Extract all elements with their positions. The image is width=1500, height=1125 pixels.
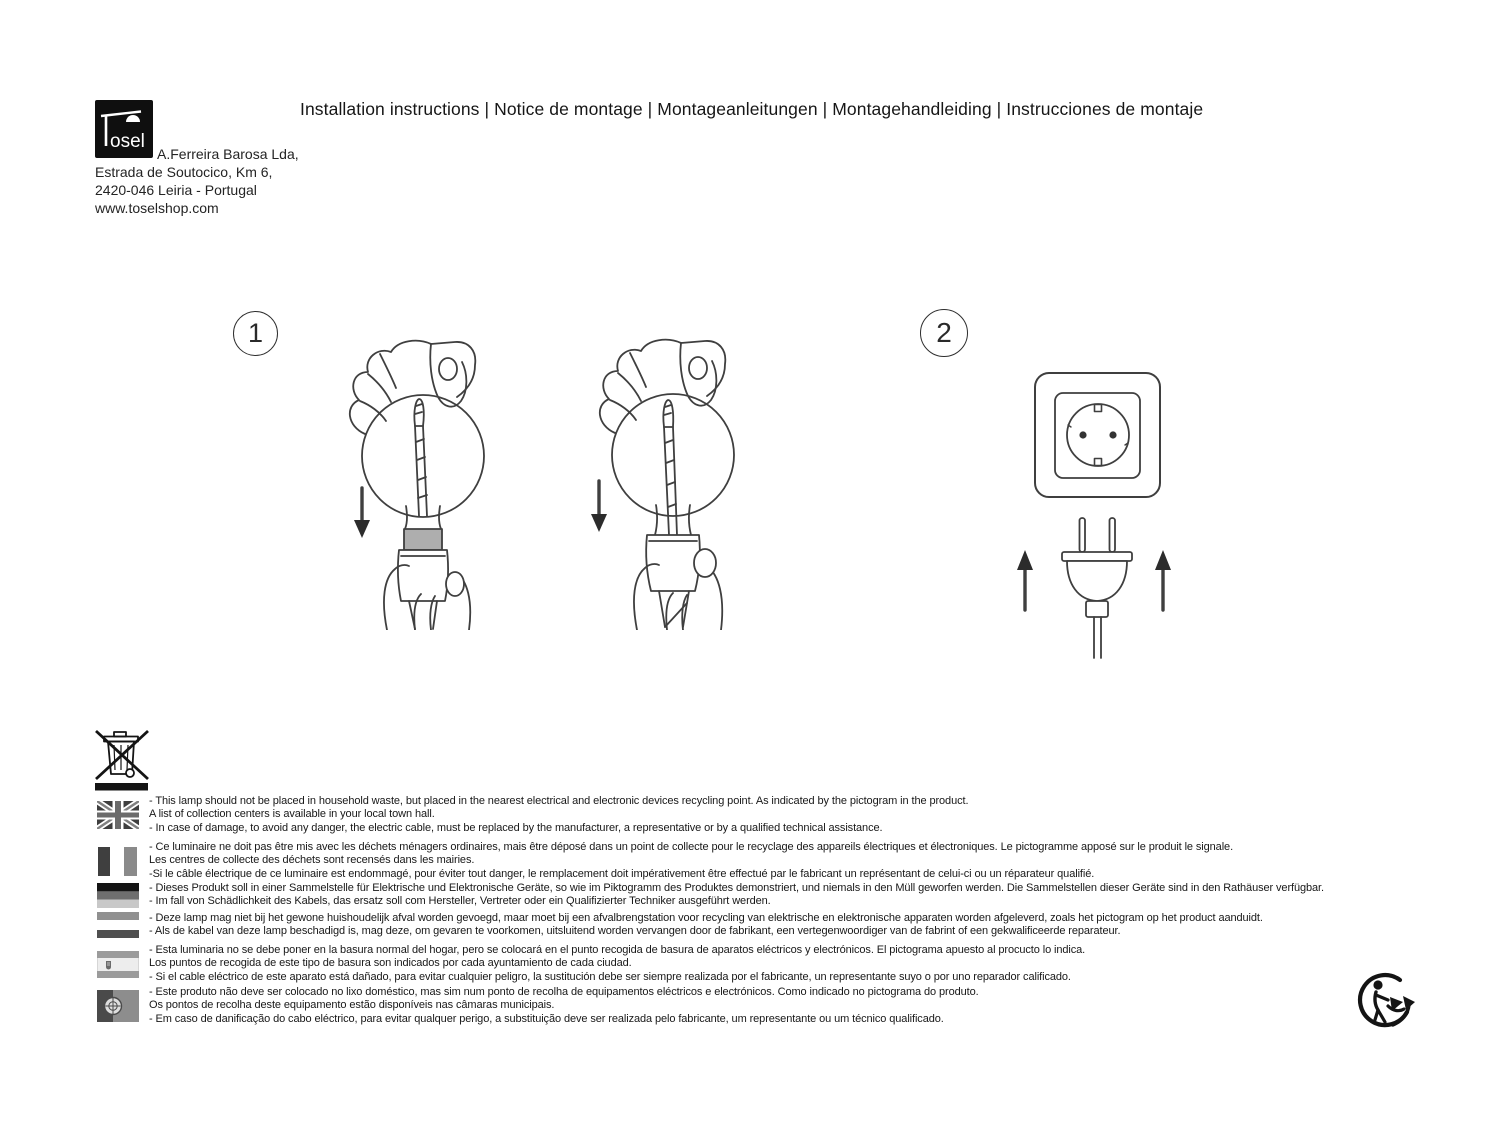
notice-line: Los puntos de recogida de este tipo de basura son indicados por cada ayuntamiento de cada ciudad. [149, 957, 632, 970]
notice-line: A list of collection centers is available in your local town hall. [149, 808, 435, 821]
down-arrow-icon [591, 481, 607, 532]
company-name: A.Ferreira Barosa Lda, [157, 146, 299, 162]
step-2-number: 2 [936, 317, 952, 348]
address-line-2: 2420-046 Leiria - Portugal [95, 182, 257, 198]
notice-line: - Ce luminaire ne doit pas être mis avec les déchets ménagers ordinaires, mais être déposé dans un point de collecte pour le recyclage des appareils électriques et électroniques. Le pictogramme apposé sur le produit le signale. [149, 840, 1234, 853]
uk-flag-icon [97, 801, 139, 829]
notice-line: - Si el cable eléctrico de este aparato está dañado, para evitar cualquier peligro, la sustitución debe ser siempre realizada por el fabricante, un representante suyo o por uno reparador calificado. [149, 970, 1071, 983]
step-2-badge [920, 309, 968, 357]
svg-text:osel: osel [110, 131, 145, 152]
notice-line: Os pontos de recolha deste equipamento estão disponíveis nas câmaras municipais. [149, 999, 555, 1012]
up-arrow-icon [1155, 550, 1171, 610]
lamp-logo-icon [95, 100, 153, 158]
notice-row-german [97, 881, 1324, 909]
step-1-badge [233, 311, 278, 356]
spain-flag-icon [97, 951, 139, 978]
germany-flag-icon [97, 883, 139, 908]
triman-recycling-icon [1355, 972, 1415, 1034]
tosel-logo [95, 100, 153, 158]
notice-line: - In case of damage, to avoid any danger, the electric cable, must be replaced by the manufacturer, a representative or by a qualified technical assistance. [149, 821, 883, 834]
notice-line: - Deze lamp mag niet bij het gewone huishoudelijk afval worden gevoegd, maar moet bij een afvalbrengstation voor recycling van elektrische en elektronische apparaten worden afgeleverd, zoals het pictogram op het product aanduidt. [149, 911, 1263, 924]
step-1-number: 1 [247, 318, 264, 348]
notice-line: - Im fall von Schädlichkeit des Kabels, das ersatz soll com Hersteller, Vertreter oder ein Qualifizierter Techniker ausgeführt werden. [149, 895, 771, 907]
notice-line: - Als de kabel van deze lamp beschadigd is, mag deze, om gevaren te voorkomen, uitsluitend worden vervangen door de fabrikant, een vertegenwoordiger van de fabrint of een gekwalificeerde reparateur. [149, 925, 1121, 937]
notice-line: - This lamp should not be placed in household waste, but placed in the nearest electrical and electronic devices recycling point. As indicated by the pictogram in the product. [149, 794, 969, 807]
wall-socket-plug-illustration [1010, 360, 1190, 660]
up-arrow-icon [1017, 550, 1033, 610]
notice-line: Les centres de collecte des déchets sont recensés dans les mairies. [149, 854, 475, 867]
page-title: Installation instructions | Notice de montage | Montageanleitungen | Montagehandleiding | Instrucciones de montaje [300, 99, 1204, 119]
notice-line: - Em caso de danificação do cabo eléctrico, para evitar qualquer perigo, a substituição deve ser realizada pelo fabricante, um representante ou um técnico qualificado. [149, 1012, 944, 1025]
notice-row-spanish [97, 942, 1085, 986]
france-flag-icon [97, 847, 139, 876]
notice-line: -Si le câble électrique de ce luminaire est endommagé, pour éviter tout danger, le remplacement doit impérativement être effectué par le fabricant un représentant de celui-ci ou un réparateur qualifié. [149, 867, 1095, 880]
bulb-screwing-illustration-2 [583, 335, 755, 630]
notice-line: - Esta luminaria no se debe poner en la basura normal del hogar, pero se colocará en el punto recogida de basura de aparatos eléctricos y electrónicos. El pictograma apuesto al procucto lo indica. [149, 943, 1086, 956]
portugal-flag-icon [97, 990, 139, 1022]
notice-row-french [97, 839, 1233, 883]
weee-crossed-out-bin-icon [90, 728, 156, 792]
notice-line: - Dieses Produkt soll in einer Sammelstelle für Elektrische und Elektronische Geräte, so wie im Piktogramm des Produktes demonstriert, und niemals in den Müll geworfen werden. Die Sammelstellen dieser Geräte sind in den Rathäuser verfügbar. [149, 881, 1324, 894]
netherlands-flag-icon [97, 912, 139, 938]
address-line-1: Estrada de Soutocico, Km 6, [95, 164, 273, 180]
website-url: www.toselshop.com [95, 200, 219, 216]
notice-line: - Este produto não deve ser colocado no lixo doméstico, mas sim num ponto de recolha de equipamentos eléctricos e electrónicos. Como indicado no pictograma do produto. [149, 985, 979, 998]
notice-row-portuguese [97, 984, 979, 1028]
bulb-screwing-illustration-1 [335, 338, 507, 630]
notice-row-english [97, 793, 968, 837]
down-arrow-icon [354, 488, 370, 538]
notice-row-dutch [97, 908, 1263, 942]
